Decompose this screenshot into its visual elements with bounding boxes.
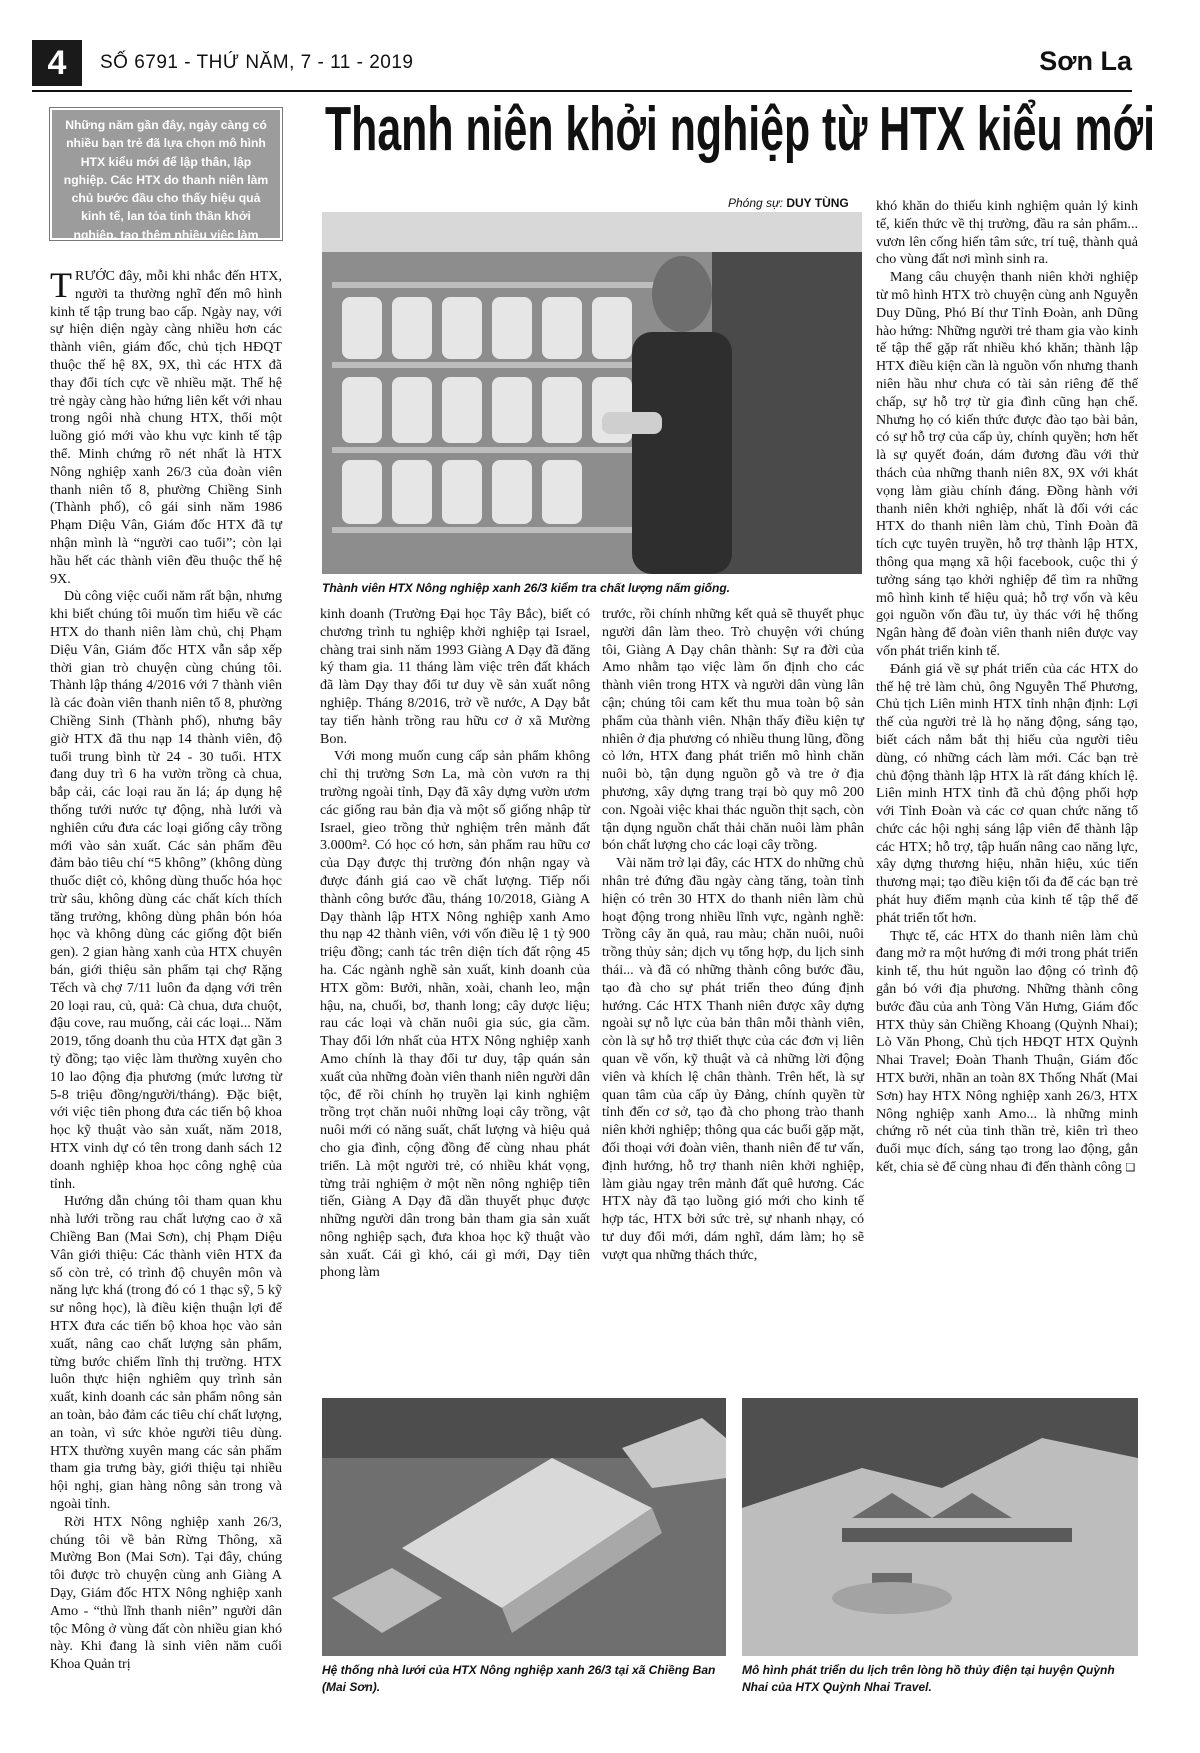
byline-author: DUY TÙNG [786,196,849,210]
paragraph: Đánh giá về sự phát triển của các HTX do thế hệ trẻ làm chủ, ông Nguyễn Thế Phương, Chủ tịch Liên minh HTX tỉnh nhận định: Lợi thế của người trẻ là họ năng động, sáng tạo, biết cách nắm bắt thị hiếu của người tiêu dùng, có những cách làm mới. Các bạn trẻ chủ động thành lập HTX là rất đáng khích lệ. Liên minh HTX tỉnh đã chủ động phối hợp với Tỉnh Đoàn và các cơ quan chức năng tổ chức các hội nghị sáng lập viên để thành lập các HTX; hỗ trợ, tập huấn nâng cao năng lực, xây dựng thương hiệu, nhãn hiệu, xúc tiến thương mại; tạo điều kiện tối đa để các bạn trẻ phát huy điểm mạnh của kinh tế tập thể để phát triển tốt hơn. [876,660,1138,926]
issue-date-line: SỐ 6791 - THỨ NĂM, 7 - 11 - 2019 [100,52,414,73]
greenhouse-photo [322,1398,726,1656]
paragraph: khó khăn do thiếu kinh nghiệm quản lý kinh tế, kiến thức về thị trường, đầu ra sản phẩm... vươn lên cống hiến tâm sức, trí tuệ, thành quả cho vùng đất nơi mình sinh ra. [876,198,1138,268]
lake-photo-image [742,1398,1138,1656]
lake-photo-caption: Mô hình phát triển du lịch trên lòng hồ thủy điện tại huyện Quỳnh Nhai của HTX Quỳnh Nhai Travel. [742,1663,1115,1694]
paragraph: Vài năm trở lại đây, các HTX do những chủ nhân trẻ đứng đầu ngày càng tăng, toàn tỉnh hiện có trên 30 HTX do thanh niên làm chủ hoạt động trong nhiều lĩnh vực, ngành nghề: Trồng cây ăn quả, rau màu; chăn nuôi, nuôi trồng thủy sản; dịch vụ tổng hợp, du lịch sinh thái... và đã có những thành công bước đầu, tạo đà cho sự phát triển theo đúng định hướng. Các HTX Thanh niên được xây dựng ngoài sự nỗ lực của bản thân mỗi thành viên, còn là sự hỗ trợ thiết thực của các đơn vị liên quan về vốn, kỹ thuật và cả những lời động viên và khích lệ chân thành. Trên hết, là sự quan tâm của cấp ủy Đảng, chính quyền từ tỉnh đến cơ sở, tạo đà cho phong trào thanh niên khởi nghiệp; thông qua các buổi gặp mặt, đối thoại với đoàn viên, thanh niên để tư vấn, định hướng, hỗ trợ thanh niên khởi nghiệp, làm giàu ngay trên mảnh đất quê hương. Các HTX này đã tạo luồng gió mới cho kinh tế hợp tác, HTX bởi sức trẻ, sự nhanh nhạy, có tư duy đổi mới, dám nghĩ, dám làm; họ sẽ vượt qua những thách thức, [602,855,864,1263]
main-photo [322,212,862,574]
column-4 [876,198,1138,1533]
byline [728,196,849,210]
paragraph: trước, rồi chính những kết quả sẽ thuyết phục người dân làm theo. Trò chuyện với chúng tôi, Giàng A Dạy chân thành: Sự ra đời của Amo nhằm tạo việc làm ổn định cho các thành viên trong HTX và người dân vùng lân cận; chúng tôi cam kết thu mua toàn bộ sản phẩm của thành viên. Nhận thấy điều kiện tự nhiên ở địa phương có nhiều thung lũng, đồng cỏ lớn, HTX đang phát triển mô hình chăn nuôi bò, tận dụng nguồn gỗ và tre ở địa phương, xây dựng trang trại bò quy mô 200 con. Ngoài việc khai thác nguồn thịt sạch, còn tận dụng nguồn chất thải chăn nuôi làm phân bón chất lượng cho các loại cây trồng. [602,606,864,854]
section-name: Sơn La [1039,46,1132,76]
paragraph: Mang câu chuyện thanh niên khởi nghiệp từ mô hình HTX trò chuyện cùng anh Nguyễn Duy Dũng, Phó Bí thư Tỉnh Đoàn, anh Dũng hào hứng: Những người trẻ tham gia vào kinh tế tập thể gặp rất nhiều khó khăn; thành lập HTX điều kiện cần là nguồn vốn nhưng thanh niên hầu như chưa có tài sản riêng để thế chấp, sự hỗ trợ từ gia đình cũng hạn chế. Nhưng họ có kiến thức được đào tạo bài bản, có sự hỗ trợ của cấp ủy, chính quyền; hơn hết là sự quyết đoán, dám đương đầu với thử thách của những thanh niên 8X, 9X với khát vọng làm giàu chính đáng. Đồng hành với thanh niên khởi nghiệp, nhất là đối với các HTX do thanh niên làm chủ, Tỉnh Đoàn đã tích cực tuyên truyền, hỗ trợ thành lập HTX, thông qua mạng xã hội facebook, cuộc thi ý tưởng sáng tạo khởi nghiệp để tìm ra những mô hình kinh tế hiệu quả; hỗ trợ vốn và kêu gọi nguồn vốn đầu tư, ủy thác với hệ thống Ngân hàng để đoàn viên thanh niên được vay vốn phát triển kinh tế. [876,269,1138,659]
paragraph: Hướng dẫn chúng tôi tham quan khu nhà lưới trồng rau chất lượng cao ở xã Chiềng Ban (Mai Sơn), chị Phạm Diệu Vân giới thiệu: Các thành viên HTX đa số còn trẻ, có trình độ chuyên môn và năng lực khá (trong đó có 1 thạc sỹ, 5 kỹ sư nông học), là điều kiện thuận lợi để HTX đưa các tiến bộ khoa học vào sản xuất, nâng cao chất lượng sản phẩm, từng bước chiếm lĩnh thị trường. HTX luôn thực hiện nghiêm quy trình sản xuất, kinh doanh các sản phẩm nông sản an toàn, bảo đảm các tiêu chí chất lượng, an toàn, vì sức khỏe người tiêu dùng. HTX thường xuyên mang các sản phẩm tham gia trưng bày, giới thiệu tại nhiều hội nghị, gian hàng nông sản trong và ngoài tỉnh. [50,1193,282,1512]
paragraph: kinh doanh (Trường Đại học Tây Bắc), biết có chương trình tu nghiệp khởi nghiệp tại Israel, chàng trai sinh năm 1993 Giàng A Dạy đã đăng ký tham gia. 11 tháng làm việc trên đất khách đã làm Dạy thay đổi tư duy về sản xuất nông nghiệp. Tháng 8/2016, trở về nước, A Dạy bắt tay tiến hành trồng rau hữu cơ ở xã Mường Bon. [320,606,590,747]
paragraph: RƯỚC đây, mỗi khi nhắc đến HTX, người ta thường nghĩ đến mô hình kinh tế tập trung bao cấp. Ngày nay, với sự hiện diện ngày càng nhiều hơn các thành viên, giám đốc, chủ tịch HĐQT thuộc thế hệ 8X, 9X, thì các HTX đã thay đổi tích cực về nhiều mặt. Thế hệ trẻ ngày càng hào hứng liên kết với nhau trong ngôi nhà chung HTX, thổi một luồng gió mới vào khu vực kinh tế tập thể. Minh chứng rõ nét nhất là HTX Nông nghiệp xanh 26/3 của đoàn viên thanh niên tổ 8, phường Chiềng Sinh (Thành phố), cô gái sinh năm 1986 Phạm Diệu Vân, Giám đốc HTX đã tự nhận mình là “người cao tuổi”; còn lại hầu hết các thành viên đều thuộc thế hệ 9X. [50,268,282,587]
headline-text: Thanh niên khởi nghiệp từ HTX kiểu mới [325,95,1155,164]
main-photo-image [322,212,862,574]
lake-photo [742,1398,1138,1656]
paragraph: Với mong muốn cung cấp sản phẩm không chỉ thị trường Sơn La, mà còn vươn ra thị trường ngoài tỉnh, Dạy đã xây dựng vườn ươm các giống rau bản địa và một số giống nhập từ Israel, gieo trồng thử nghiệm trên mảnh đất 3.000m². Có học có hơn, sản phẩm rau hữu cơ của Dạy được thị trường đón nhận ngay và được đánh giá cao về chất lượng. Tiếp nối thành công bước đầu, tháng 10/2018, Giàng A Dạy thành lập HTX Nông nghiệp xanh Amo thu nạp 42 thành viên, với vốn điều lệ 1 tỷ 900 triệu đồng; canh tác trên diện tích đất rộng 45 ha. Các ngành nghề sản xuất, kinh doanh của HTX gồm: Bưởi, nhãn, xoài, chanh leo, mận hậu, na, chuối, bơ, thanh long; cây dược liệu; rau các loại và chăn nuôi gia súc, gia cầm. Thay đổi lớn nhất của HTX Nông nghiệp xanh Amo chính là thay đổi tư duy, tập quán sản xuất của những đoàn viên thanh niên người dân tộc, để rồi chính họ truyền lại kinh nghiệm trồng trọt chăn nuôi những loại cây trồng, vật nuôi mới có năng suất, chất lượng và hiệu quả cho gia đình, cộng đồng để cùng nhau phát triển. Là một người trẻ, có nhiều khát vọng, từng trải nghiệm ở một nền nông nghiệp tiên tiến, Giàng A Dạy đã dần thuyết phục được những người dân trong bản tham gia sản xuất nông nghiệp sạch, đưa khoa học kỹ thuật vào sản xuất. Cái gì khó, cái gì mới, Dạy tiên phong làm [320,748,590,1281]
main-photo-caption: Thành viên HTX Nông nghiệp xanh 26/3 kiểm tra chất lượng nấm giống. [322,581,731,595]
greenhouse-photo-image [322,1398,726,1656]
paragraph: Dù công việc cuối năm rất bận, nhưng khi biết chúng tôi muốn tìm hiểu về các HTX do thanh niên làm chủ, chị Phạm Diệu Vân, Giám đốc HTX vẫn sắp xếp thời gian trò chuyện cùng chúng tôi. Thành lập tháng 4/2016 với 7 thành viên là các đoàn viên thanh niên tổ 8, phường Chiềng Sinh (Thành phố), nhưng bây giờ HTX đã thu nạp 14 thành viên, độ tuổi trung bình từ 24 - 30 tuổi. HTX đang duy trì 6 ha vườn trồng cà chua, bắp cải, các loại rau ăn lá; áp dụng hệ thống tưới nước tự động, nhà lưới và nghiên cứu đưa các loại giống cây trồng mới vào sản xuất. Các sản phẩm đều đảm bảo tiêu chí “5 không” (không dùng thuốc diệt cỏ, không dùng thuốc hóa học trừ sâu, không dùng các chất kích thích tăng trưởng, không dùng phân bón hóa học và không dùng các giống đột biến gen). 2 gian hàng xanh của HTX chuyên bán, giới thiệu sản phẩm tại chợ Rặng Tếch và chợ 7/11 luôn đa dạng với trên 20 loại rau, củ, quả: Cà chua, dưa chuột, đậu cove, rau muống, cải các loại... Năm 2019, tổng doanh thu của HTX đạt gần 3 tỷ đồng; tạo việc làm thường xuyên cho 10 lao động địa phương (mức lương từ 5-8 triệu đồng/người/tháng). Đặc biệt, với việc tiên phong đưa các tiến bộ khoa học kỹ thuật vào sản xuất, năm 2018, HTX vinh dự có tên trong danh sách 12 doanh nghiệp khoa học công nghệ của tỉnh. [50,588,282,1192]
paragraph: Rời HTX Nông nghiệp xanh 26/3, chúng tôi về bản Rừng Thông, xã Mường Bon (Mai Sơn). Tại đây, chúng tôi được trò chuyện cùng anh Giàng A Dạy, Giám đốc HTX Nông nghiệp xanh Amo - “thủ lĩnh thanh niên” người dân tộc Mông ở vùng đất còn nhiều gian khó này. Khi đang là sinh viên năm cuối Khoa Quản trị [50,1513,282,1673]
page-number: 4 [32,40,82,86]
paragraph-text: Thực tế, các HTX do thanh niên làm chủ đang mở ra một hướng đi mới trong phát triển kinh tế, thu hút nguồn lao động có trình độ gắn bó với địa phương. Những thành công bước đầu của anh Tòng Văn Hưng, Giám đốc HTX thủy sản Chiềng Khoang (Quỳnh Nhai); Lò Văn Phong, Chủ tịch HĐQT HTX Quỳnh Nhai Travel; Đoàn Thanh Thuận, Giám đốc HTX bưởi, nhãn an toàn 8X Thống Nhất (Mai Sơn) hay HTX Nông nghiệp xanh 26/3, HTX Nông nghiệp xanh Amo... là những minh chứng rõ nét của tinh thần trẻ, kiên trì theo đuổi mục đích, sáng tạo trong lao động, gắn kết, chia sẻ để cùng nhau đi đến thành công [876,927,1138,1176]
end-mark: ❑ [1125,1162,1136,1175]
headline [300,92,1180,202]
drop-cap: T [50,265,72,305]
paragraph [876,928,1138,1178]
greenhouse-photo-caption: Hệ thống nhà lưới của HTX Nông nghiệp xanh 26/3 tại xã Chiềng Ban (Mai Sơn). [322,1663,716,1694]
sapo-box [50,108,282,261]
sapo-text: Những năm gần đây, ngày càng có nhiều bạn trẻ đã lựa chọn mô hình HTX kiểu mới để lập thân, lập nghiệp. Các HTX do thanh niên làm chủ bước đầu cho thấy hiệu quả kinh tế, lan tỏa tinh thần khởi nghiệp, tạo thêm nhiều việc làm cho thanh niên địa phương. [63,118,269,261]
column-1 [50,265,282,1673]
byline-label: Phóng sự: [728,196,787,210]
